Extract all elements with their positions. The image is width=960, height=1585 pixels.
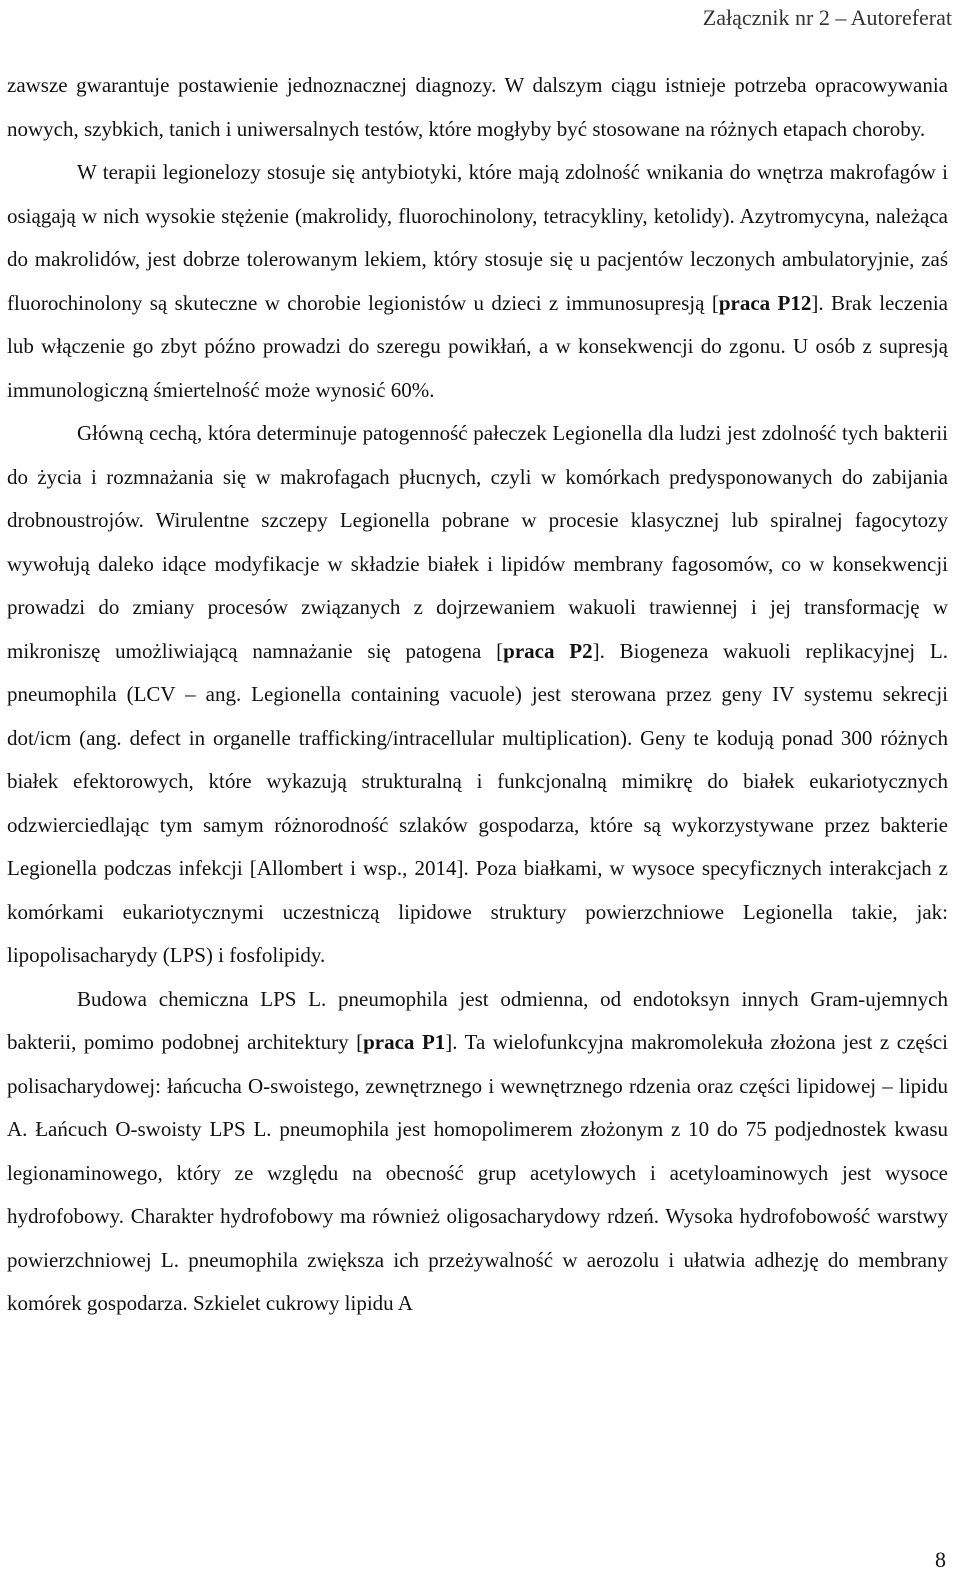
- paragraph-text: ]. Brak leczenia lub włączenie go zbyt późno prowadzi do szeregu powikłań, a w konsekwencji do zgonu. U osób z supresją immunologiczną śmiertelność może wynosić 60%.: [7, 290, 948, 402]
- citation-bold: praca P12: [718, 290, 812, 315]
- paragraph-diagnosis-continuation: [7, 64, 948, 151]
- citation-bold: praca P2: [503, 638, 593, 663]
- document-body: [7, 64, 948, 1326]
- paragraph-text: ]. Ta wielofunkcyjna makromolekuła złożona jest z części polisacharydowej: łańcucha O-swoistego, zewnętrznego i wewnętrznego rdzenia oraz części lipidowej – lipidu A. Łańcuch O-swoisty LPS L. pneumophila jest homopolimerem złożonym z 10 do 75 podjednostek kwasu legionaminowego, który ze względu na obecność grup acetylowych i acetyloaminowych jest wysoce hydrofobowy. Charakter hydrofobowy ma również oligosacharydowy rdzeń. Wysoka hydrofobowość warstwy powierzchniowej L. pneumophila zwiększa ich przeżywalność w aerozolu i ułatwia adhezję do membrany komórek gospodarza. Szkielet cukrowy lipidu A: [7, 1030, 948, 1315]
- paragraph-text: W terapii legionelozy stosuje się antybiotyki, które mają zdolność wnikania do wnętrza makrofagów i osiągają w nich wysokie stężenie (makrolidy, fluorochinolony, tetracykliny, ketolidy). Azytromycyna, należąca do makrolidów, jest dobrze tolerowanym lekiem, który stosuje się u pacjentów leczonych ambulatoryjnie, zaś fluorochinolony są skuteczne w chorobie legionistów u dzieci z immunosupresją [: [7, 160, 948, 315]
- citation-bold: praca P1: [363, 1030, 446, 1054]
- paragraph-text: Główną cechą, która determinuje patogenność pałeczek Legionella dla ludzi jest zdolność tych bakterii do życia i rozmnażania się w makrofagach płucnych, czyli w komórkach predysponowanych do zabijania drobnoustrojów. Wirulentne szczepy Legionella pobrane w procesie klasycznej lub spiralnej fagocytozy wywołują daleko idące modyfikacje w składzie białek i lipidów membrany fagosomów, co w konsekwencji prowadzi do zmiany procesów związanych z dojrzewaniem wakuoli trawiennej i jej transformację w mikroniszę umożliwiającą namnażanie się patogena [: [7, 421, 948, 663]
- paragraph-legionellosis-therapy: [7, 151, 948, 412]
- paragraph-text: zawsze gwarantuje postawienie jednoznacznej diagnozy. W dalszym ciągu istnieje potrzeba opracowywania nowych, szybkich, tanich i uniwersalnych testów, które mogłyby być stosowane na różnych etapach choroby.: [7, 73, 948, 141]
- paragraph-lps-structure: [7, 978, 948, 1326]
- paragraph-pathogenicity: [7, 412, 948, 978]
- paragraph-text: ]. Biogeneza wakuoli replikacyjnej L. pneumophila (LCV – ang. Legionella containing vacuole) jest sterowana przez geny IV systemu sekrecji dot/icm (ang. defect in organelle trafficking/intracellular multiplication). Geny te kodują ponad 300 różnych białek efektorowych, które wykazują strukturalną i funkcjonalną mimikrę do białek eukariotycznych odzwierciedlając tym samym różnorodność szlaków gospodarza, które są wykorzystywane przez bakterie Legionella podczas infekcji [Allombert i wsp., 2014]. Poza białkami, w wysoce specyficznych interakcjach z komórkami eukariotycznymi uczestniczą lipidowe struktury powierzchniowe Legionella takie, jak: lipopolisacharydy (LPS) i fosfolipidy.: [7, 638, 948, 967]
- page-number: 8: [935, 1547, 946, 1572]
- paragraph-text: Budowa chemiczna LPS L. pneumophila jest odmienna, od endotoksyn innych Gram-ujemnych bakterii, pomimo podobnej architektury [: [7, 986, 948, 1054]
- page-header: Załącznik nr 2 – Autoreferat: [702, 5, 952, 30]
